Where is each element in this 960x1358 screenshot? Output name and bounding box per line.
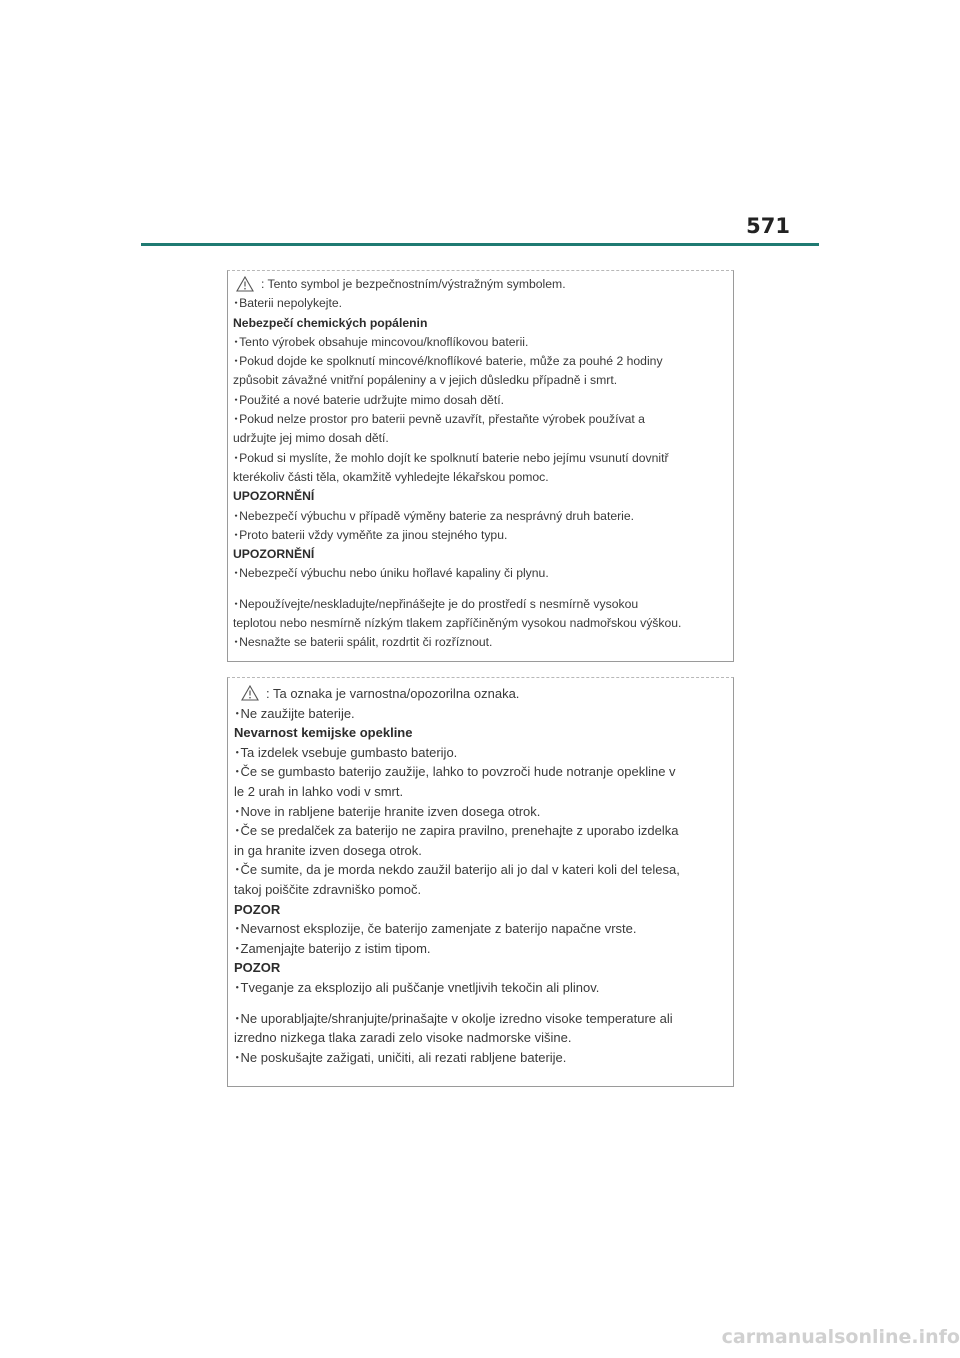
text-line: ･Če sumite, da je morda nekdo zaužil baterijo ali jo dal v kateri koli del telesa, bbox=[234, 862, 680, 878]
text-line: ･Tento výrobek obsahuje mincovou/knoflíkovou baterii. bbox=[233, 334, 529, 349]
text-line: způsobit závažné vnitřní popáleniny a v jejich důsledku případně i smrt. bbox=[233, 373, 618, 388]
section-heading: UPOZORNĚNÍ bbox=[233, 547, 315, 562]
text-line: ･Ne poskušajte zažigati, uničiti, ali rezati rabljene baterije. bbox=[234, 1049, 567, 1065]
text-line: takoj poiščite zdravniško pomoč. bbox=[234, 881, 422, 897]
text-line: ･Nevarnost eksplozije, če baterijo zamenjate z baterijo napačne vrste. bbox=[234, 921, 637, 937]
text-line: ･Baterii nepolykejte. bbox=[233, 296, 343, 311]
text-line: ･Nove in rabljene baterije hranite izven dosega otrok. bbox=[234, 803, 541, 819]
text-line: ･Pokud si myslíte, že mohlo dojít ke spolknutí baterie nebo jejímu vsunutí dovnitř bbox=[233, 450, 669, 465]
text-line: ･Tveganje za eksplozijo ali puščanje vnetljivih tekočin ali plinov. bbox=[234, 979, 600, 995]
text-line: in ga hranite izven dosega otrok. bbox=[234, 842, 422, 858]
header-rule bbox=[141, 243, 819, 246]
slovene-warning-box bbox=[227, 677, 734, 1087]
section-heading: Nevarnost kemijske opekline bbox=[234, 725, 413, 741]
text-line: ･Ne uporabljajte/shranjujte/prinašajte v okolje izredno visoke temperature ali bbox=[234, 1010, 673, 1026]
text-line: ･Nepoužívejte/neskladujte/nepřinášejte je do prostředí s nesmírně vysokou bbox=[233, 596, 639, 611]
text-line: ･Ta izdelek vsebuje gumbasto baterijo. bbox=[234, 744, 458, 760]
text-line: ･Použité a nové baterie udržujte mimo dosah dětí. bbox=[233, 392, 504, 407]
slovene-symbol-text: : Ta oznaka je varnostna/opozorilna oznaka. bbox=[266, 686, 520, 701]
slovene-symbol-line bbox=[234, 684, 733, 704]
text-line: teplotou nebo nesmírně nízkým tlakem zapříčiněným vysokou nadmořskou výškou. bbox=[233, 616, 682, 631]
section-heading: POZOR bbox=[234, 960, 281, 976]
czech-text-lines bbox=[233, 294, 733, 652]
slovene-text-lines bbox=[234, 704, 733, 1068]
text-line: ･Zamenjajte baterijo z istim tipom. bbox=[234, 940, 431, 956]
text-line: ･Ne zaužijte baterije. bbox=[234, 705, 355, 721]
text-line: ･Pokud nelze prostor pro baterii pevně uzavřít, přestaňte výrobek používat a bbox=[233, 412, 645, 427]
text-line: udržujte jej mimo dosah dětí. bbox=[233, 431, 389, 446]
text-line: izredno nizkega tlaka zaradi zelo visoke nadmorske višine. bbox=[234, 1030, 572, 1046]
text-line: kterékoliv části těla, okamžitě vyhledejte lékařskou pomoc. bbox=[233, 469, 549, 484]
watermark: carmanualsonline.info bbox=[721, 1326, 960, 1348]
section-heading: Nebezpečí chemických popálenin bbox=[233, 315, 428, 330]
text-line: le 2 urah in lahko vodi v smrt. bbox=[234, 783, 404, 799]
text-line: ･Če se predalček za baterijo ne zapira pravilno, prenehajte z uporabo izdelka bbox=[234, 823, 679, 839]
czech-warning-box bbox=[227, 270, 734, 662]
czech-symbol-line bbox=[233, 275, 733, 294]
spacer bbox=[233, 584, 733, 595]
text-line: ･Proto baterii vždy vyměňte za jinou stejného typu. bbox=[233, 527, 508, 542]
warning-triangle-icon bbox=[236, 276, 254, 292]
text-line: ･Nesnažte se baterii spálit, rozdrtit či rozříznout. bbox=[233, 635, 493, 650]
czech-symbol-text: : Tento symbol je bezpečnostním/výstražným symbolem. bbox=[261, 277, 566, 291]
section-heading: POZOR bbox=[234, 901, 281, 917]
section-heading: UPOZORNĚNÍ bbox=[233, 489, 315, 504]
warning-triangle-icon bbox=[241, 685, 259, 701]
text-line: ･Pokud dojde ke spolknutí mincové/knoflíkové baterie, může za pouhé 2 hodiny bbox=[233, 354, 663, 369]
text-line: ･Nebezpečí výbuchu nebo úniku hořlavé kapaliny či plynu. bbox=[233, 566, 549, 581]
text-line: ･Nebezpečí výbuchu v případě výměny baterie za nesprávný druh baterie. bbox=[233, 508, 635, 523]
text-line: ･Če se gumbasto baterijo zaužije, lahko to povzroči hude notranje opekline v bbox=[234, 764, 676, 780]
page-number: 571 bbox=[746, 214, 790, 238]
spacer bbox=[234, 998, 733, 1009]
